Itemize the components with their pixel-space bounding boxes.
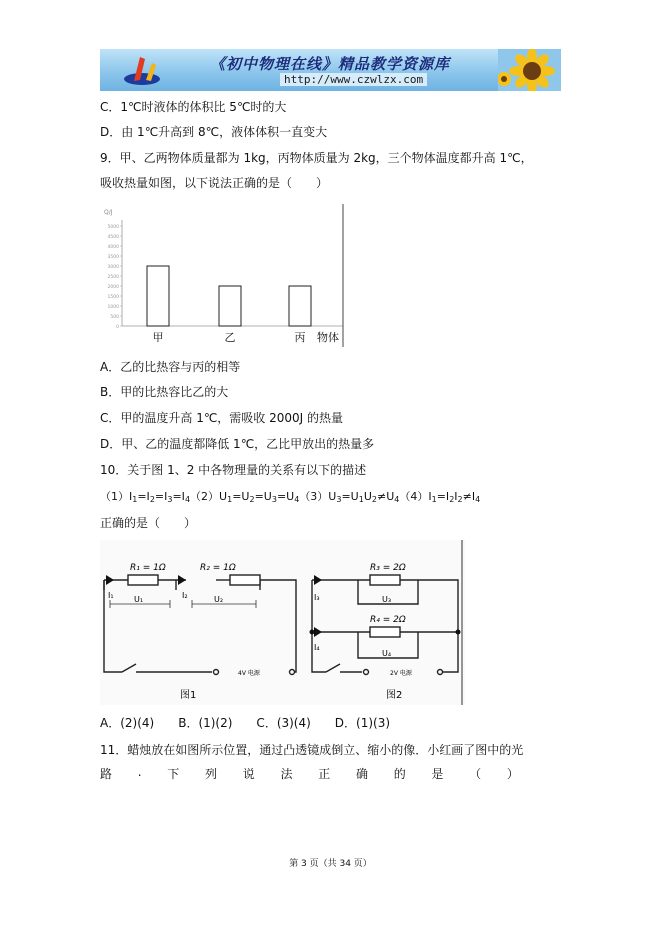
label-i2: I₂ <box>182 591 188 600</box>
q11-char: ） <box>506 767 519 781</box>
label-i3: I₃ <box>314 593 320 602</box>
page-footer: 第 3 页（共 34 页） <box>289 859 372 869</box>
label-u3: U₃ <box>382 595 392 604</box>
caption-fig1: 图1 <box>180 690 197 701</box>
q9-bar-chart <box>100 200 350 348</box>
label-r4: R₄ = 2Ω <box>370 615 406 625</box>
q11-char: 正 <box>318 767 331 781</box>
label-r1: R₁ = 1Ω <box>130 563 166 573</box>
q11-char: 法 <box>280 767 293 781</box>
y-tick-label: 1000 <box>107 305 119 310</box>
q11-char: 路 <box>100 767 113 781</box>
y-tick-label: 1500 <box>107 295 119 300</box>
q9-stem-line2: 吸收热量如图，以下说法正确的是（ ） <box>100 176 329 190</box>
q9-option-a: A．乙的比热容与丙的相等 <box>100 360 241 374</box>
option-d-prev: D．由 1℃升高到 8℃，液体体积一直变大 <box>100 125 328 139</box>
y-tick-label: 4000 <box>107 245 119 250</box>
q11-char: 是 <box>431 767 444 781</box>
label-u2: U₂ <box>214 595 224 604</box>
sunflower-icon <box>498 49 561 91</box>
caption-fig2: 图2 <box>386 690 403 701</box>
q11-char: （ <box>469 767 482 781</box>
logo-icon <box>120 53 164 87</box>
y-tick-label: 0 <box>116 325 119 330</box>
x-tick-label: 甲 <box>152 331 164 344</box>
bar-丙 <box>289 286 311 326</box>
y-axis-label: Q/J <box>104 209 113 216</box>
q9-stem-line1: 9．甲、乙两物体质量都为 1kg，丙物体质量为 2kg，三个物体温度都升高 1℃， <box>100 151 533 165</box>
y-tick-label: 500 <box>110 315 119 320</box>
q11-char: 确 <box>355 767 368 781</box>
label-i1: I₁ <box>108 591 114 600</box>
label-r2: R₂ = 1Ω <box>200 563 236 573</box>
q9-option-d: D．甲、乙的温度都降低 1℃，乙比甲放出的热量多 <box>100 437 375 451</box>
label-u4: U₄ <box>382 649 392 658</box>
x-tick-label: 丙 <box>294 331 306 344</box>
label-r3: R₃ = 2Ω <box>370 563 406 573</box>
resistor-r1 <box>128 575 158 585</box>
y-tick-label: 2000 <box>107 285 119 290</box>
resistor-r3 <box>370 575 400 585</box>
label-source-1: 4V 电源 <box>238 670 260 677</box>
x-tick-label: 乙 <box>224 331 236 344</box>
q11-char: . <box>137 765 142 779</box>
q11-char: 列 <box>205 767 218 781</box>
resistor-r4 <box>370 627 400 637</box>
label-u1: U₁ <box>134 595 144 604</box>
q11-char: 下 <box>167 767 180 781</box>
resistor-r2 <box>230 575 260 585</box>
q10-options: A．(2)(4) B．(1)(2) C．(3)(4) D．(1)(3) <box>100 716 391 730</box>
q11-stem-line1: 11．蜡烛放在如图所示位置，通过凸透镜成倒立、缩小的像．小红画了图中的光 <box>100 743 524 757</box>
q11-stem-line2 <box>100 765 519 782</box>
y-tick-label: 3500 <box>107 255 119 260</box>
y-tick-label: 3000 <box>107 265 119 270</box>
x-axis-label: 物体 <box>317 331 339 344</box>
y-tick-label: 4500 <box>107 235 119 240</box>
label-i4: I₄ <box>314 643 320 652</box>
q10-prompt: 正确的是（ ） <box>100 516 197 530</box>
q10-relations: $(1)I_1=I_2=I_3=I_4(2)U_1=U_2=U_3=U_4(3)U_3=U_1U_2\ne U_4(4)I_1=I_2I_2\ne I_4$ <box>100 490 481 504</box>
y-tick-label: 5000 <box>107 225 119 230</box>
q11-char: 说 <box>242 767 255 781</box>
q9-option-c: C．甲的温度升高 1℃，需吸收 2000J 的热量 <box>100 411 344 425</box>
bar-乙 <box>219 286 241 326</box>
label-source-2: 2V 电源 <box>390 670 412 677</box>
y-tick-label: 2500 <box>107 275 119 280</box>
header-banner <box>100 49 561 91</box>
banner-url: http://www.czwlzx.com <box>280 73 427 86</box>
q10-circuit-diagrams <box>100 540 465 705</box>
q10-stem: 10．关于图 1、2 中各物理量的关系有以下的描述 <box>100 463 367 477</box>
bar-甲 <box>147 266 169 326</box>
banner-title: 《初中物理在线》精品教学资源库 <box>210 55 451 73</box>
option-c-prev: C．1℃时液体的体积比 5℃时的大 <box>100 100 287 114</box>
q9-option-b: B．甲的比热容比乙的大 <box>100 385 229 399</box>
q11-char: 的 <box>393 767 406 781</box>
